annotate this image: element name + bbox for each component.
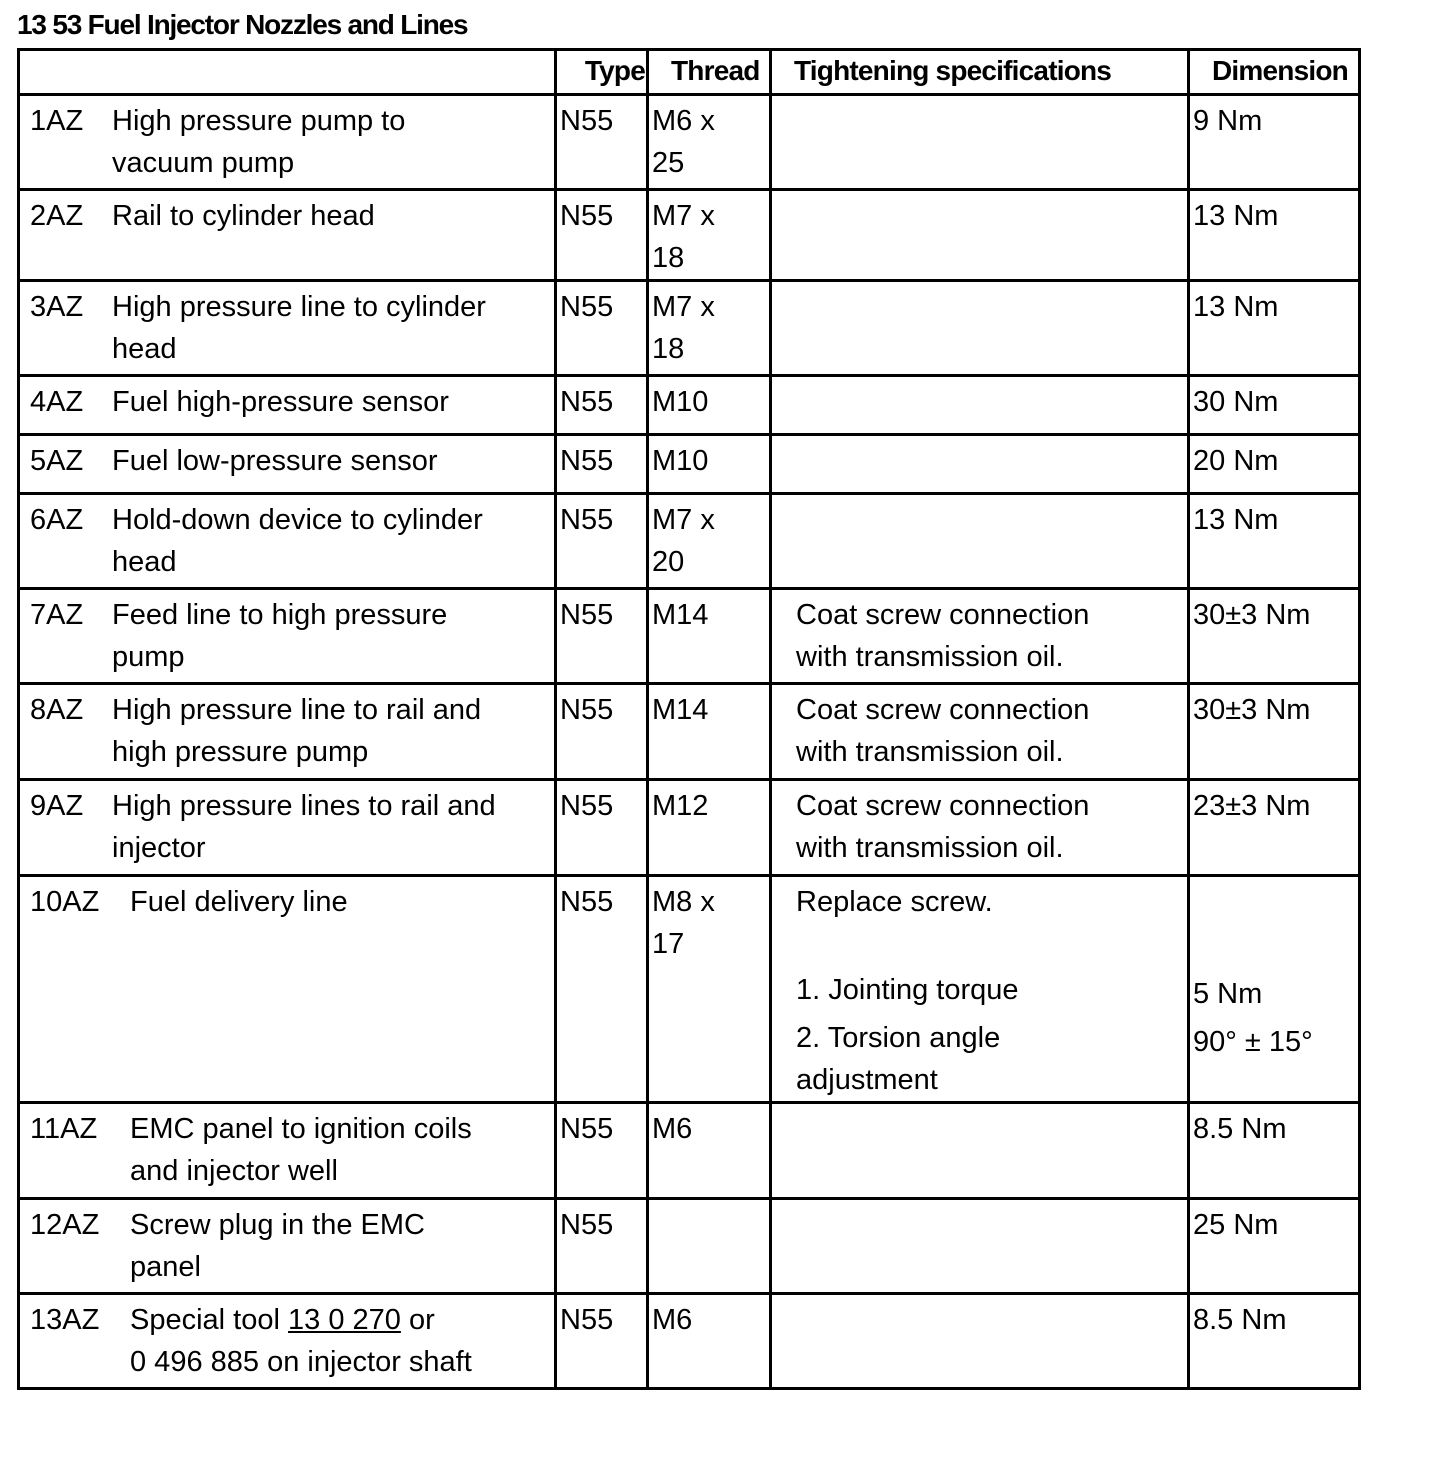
thread-value xyxy=(649,436,769,482)
spacer xyxy=(796,923,1187,969)
dimension-line: 13 Nm xyxy=(1193,200,1279,232)
table-body xyxy=(19,95,1360,1389)
spec-cell xyxy=(771,95,1189,190)
spec-line: Coat screw connection xyxy=(796,694,1090,726)
spec-line: 1. Jointing torque xyxy=(796,974,1019,1006)
type-cell xyxy=(556,190,648,281)
item-cell xyxy=(19,589,556,684)
description-line: Screw plug in the EMC xyxy=(130,1209,425,1241)
type-cell xyxy=(556,1294,648,1389)
thread-cell xyxy=(648,376,771,435)
spec-line: adjustment xyxy=(796,1064,938,1096)
spec-cell xyxy=(771,1199,1189,1294)
table-row xyxy=(19,376,1360,435)
item-number: 10AZ xyxy=(30,886,100,918)
dimension-value xyxy=(1190,1200,1358,1246)
dimension-line: 30±3 Nm xyxy=(1193,694,1311,726)
item-wrap xyxy=(20,1104,554,1192)
dimension-line: 5 Nm xyxy=(1193,978,1263,1010)
item-number: 7AZ xyxy=(30,599,84,631)
thread-value xyxy=(649,877,769,965)
item-wrap xyxy=(20,590,554,678)
type-cell xyxy=(556,435,648,494)
header-dimension: Dimension xyxy=(1189,50,1360,95)
spec-value xyxy=(772,1104,1187,1108)
thread-line: M7 x xyxy=(652,291,715,323)
item-cell xyxy=(19,780,556,876)
type-value: N55 xyxy=(560,105,614,137)
type-cell xyxy=(556,684,648,780)
description-line: Fuel low-pressure sensor xyxy=(112,445,438,477)
item-number: 4AZ xyxy=(30,386,84,418)
thread-cell xyxy=(648,95,771,190)
description-line: head xyxy=(112,333,177,365)
item-wrap xyxy=(20,495,554,583)
type-value: N55 xyxy=(560,790,614,822)
thread-cell xyxy=(648,494,771,589)
thread-line: M7 x xyxy=(652,504,715,536)
spec-line: with transmission oil. xyxy=(796,736,1064,768)
item-number: 3AZ xyxy=(30,291,84,323)
spec-cell xyxy=(771,589,1189,684)
table-row xyxy=(19,1199,1360,1294)
item-wrap xyxy=(20,436,554,482)
description-line: and injector well xyxy=(130,1155,338,1187)
thread-cell xyxy=(648,1294,771,1389)
description-line: Fuel delivery line xyxy=(130,886,348,918)
table-row xyxy=(19,684,1360,780)
item-number: 12AZ xyxy=(30,1209,100,1241)
description-line: panel xyxy=(130,1251,201,1283)
thread-value xyxy=(649,1104,769,1150)
dimension-cell xyxy=(1189,494,1360,589)
dimension-value xyxy=(1190,1104,1358,1150)
spec-cell xyxy=(771,435,1189,494)
type-cell xyxy=(556,281,648,376)
dimension-cell xyxy=(1189,1199,1360,1294)
spec-value xyxy=(772,96,1187,100)
type-value: N55 xyxy=(560,200,614,232)
spec-value xyxy=(772,781,1187,869)
description-line: 0 496 885 on injector shaft xyxy=(130,1346,472,1378)
item-number: 2AZ xyxy=(30,200,84,232)
item-cell xyxy=(19,876,556,1103)
type-cell xyxy=(556,376,648,435)
type-value: N55 xyxy=(560,504,614,536)
item-description xyxy=(112,499,483,583)
item-wrap xyxy=(20,781,554,869)
item-description xyxy=(112,594,447,678)
thread-cell xyxy=(648,281,771,376)
item-description xyxy=(112,381,449,423)
type-cell xyxy=(556,1103,648,1199)
item-cell xyxy=(19,494,556,589)
thread-cell xyxy=(648,589,771,684)
thread-line: 20 xyxy=(652,546,685,578)
thread-line: 25 xyxy=(652,147,685,179)
item-wrap xyxy=(20,1295,554,1383)
description-line: pump xyxy=(112,641,185,673)
description-line: Hold-down device to cylinder xyxy=(112,504,483,536)
item-description xyxy=(130,1108,472,1192)
dimension-value xyxy=(1190,1295,1358,1341)
type-value: N55 xyxy=(560,386,614,418)
dimension-line: 23±3 Nm xyxy=(1193,790,1311,822)
type-value: N55 xyxy=(560,1304,614,1336)
type-cell xyxy=(556,1199,648,1294)
description-line: High pressure pump to xyxy=(112,105,406,137)
item-description xyxy=(130,1204,425,1288)
dimension-value xyxy=(1190,436,1358,482)
item-cell xyxy=(19,435,556,494)
thread-value xyxy=(649,377,769,423)
item-number: 11AZ xyxy=(30,1113,98,1145)
special-tool-link[interactable]: 13 0 270 xyxy=(288,1304,401,1336)
item-number: 6AZ xyxy=(30,504,84,536)
type-value: N55 xyxy=(560,599,614,631)
dimension-line: 20 Nm xyxy=(1193,445,1279,477)
thread-line: M14 xyxy=(652,694,709,726)
dimension-value xyxy=(1190,96,1358,142)
item-cell xyxy=(19,281,556,376)
thread-line: M12 xyxy=(652,790,709,822)
item-cell xyxy=(19,1103,556,1199)
item-description xyxy=(130,881,348,923)
item-wrap xyxy=(20,282,554,370)
spec-cell xyxy=(771,281,1189,376)
description-line: vacuum pump xyxy=(112,147,295,179)
table-row xyxy=(19,1103,1360,1199)
description-line: head xyxy=(112,546,177,578)
thread-value xyxy=(649,96,769,184)
dimension-cell xyxy=(1189,876,1360,1103)
spec-cell xyxy=(771,684,1189,780)
dimension-line: 13 Nm xyxy=(1193,504,1279,536)
type-value: N55 xyxy=(560,1113,614,1145)
dimension-line: 8.5 Nm xyxy=(1193,1113,1287,1145)
thread-value xyxy=(649,1200,769,1204)
description-line: Rail to cylinder head xyxy=(112,200,375,232)
spec-line: with transmission oil. xyxy=(796,832,1064,864)
thread-line: M10 xyxy=(652,386,709,418)
spec-line: Replace screw. xyxy=(796,886,993,918)
thread-line: M8 x xyxy=(652,886,715,918)
dimension-value xyxy=(1190,877,1358,1063)
thread-value xyxy=(649,282,769,370)
spec-line: Coat screw connection xyxy=(796,790,1090,822)
item-description xyxy=(112,689,481,773)
dimension-value xyxy=(1190,685,1358,731)
table-row xyxy=(19,780,1360,876)
type-value: N55 xyxy=(560,445,614,477)
type-cell xyxy=(556,780,648,876)
type-value: N55 xyxy=(560,886,614,918)
spacer xyxy=(1193,927,1358,973)
spec-line: Coat screw connection xyxy=(796,599,1090,631)
thread-cell xyxy=(648,435,771,494)
description-line xyxy=(130,1299,472,1341)
thread-line: M6 xyxy=(652,1304,693,1336)
spec-cell xyxy=(771,190,1189,281)
thread-line: M7 x xyxy=(652,200,715,232)
dimension-line: 8.5 Nm xyxy=(1193,1304,1287,1336)
dimension-line: 30±3 Nm xyxy=(1193,599,1311,631)
table-row xyxy=(19,589,1360,684)
type-cell xyxy=(556,494,648,589)
header-blank xyxy=(19,50,556,95)
dimension-cell xyxy=(1189,281,1360,376)
spec-value xyxy=(772,377,1187,381)
thread-value xyxy=(649,495,769,583)
thread-value xyxy=(649,685,769,731)
description-line: high pressure pump xyxy=(112,736,369,768)
spec-value xyxy=(772,685,1187,773)
description-text: or xyxy=(400,1304,435,1336)
type-value: N55 xyxy=(560,694,614,726)
spec-value xyxy=(772,191,1187,195)
thread-cell xyxy=(648,684,771,780)
description-line: Fuel high-pressure sensor xyxy=(112,386,449,418)
spec-cell xyxy=(771,376,1189,435)
thread-cell xyxy=(648,1199,771,1294)
item-description xyxy=(112,286,486,370)
type-cell xyxy=(556,95,648,190)
thread-cell xyxy=(648,780,771,876)
dimension-line: 30 Nm xyxy=(1193,386,1279,418)
dimension-cell xyxy=(1189,435,1360,494)
thread-line: 18 xyxy=(652,242,685,274)
dimension-cell xyxy=(1189,589,1360,684)
header-type: Type xyxy=(556,50,648,95)
thread-cell xyxy=(648,190,771,281)
spec-value xyxy=(772,1200,1187,1204)
dimension-value xyxy=(1190,781,1358,827)
dimension-value xyxy=(1190,191,1358,237)
spec-value xyxy=(772,1295,1187,1299)
table-row xyxy=(19,435,1360,494)
table-row xyxy=(19,190,1360,281)
table-header-row xyxy=(19,50,1360,95)
dimension-cell xyxy=(1189,1103,1360,1199)
thread-cell xyxy=(648,876,771,1103)
thread-value xyxy=(649,781,769,827)
item-cell xyxy=(19,190,556,281)
type-cell xyxy=(556,876,648,1103)
spec-cell xyxy=(771,1294,1189,1389)
dimension-line: 25 Nm xyxy=(1193,1209,1279,1241)
dimension-value xyxy=(1190,377,1358,423)
thread-line: M6 xyxy=(652,1113,693,1145)
thread-line: 18 xyxy=(652,333,685,365)
thread-value xyxy=(649,590,769,636)
table-row xyxy=(19,95,1360,190)
item-cell xyxy=(19,1294,556,1389)
item-cell xyxy=(19,684,556,780)
description-line: High pressure line to cylinder xyxy=(112,291,486,323)
type-cell xyxy=(556,589,648,684)
spec-value xyxy=(772,282,1187,286)
description-text: Special tool xyxy=(130,1304,288,1336)
table-row xyxy=(19,876,1360,1103)
item-wrap xyxy=(20,191,554,237)
dimension-value xyxy=(1190,282,1358,328)
thread-cell xyxy=(648,1103,771,1199)
spec-cell xyxy=(771,780,1189,876)
item-number: 9AZ xyxy=(30,790,84,822)
thread-line: 17 xyxy=(652,928,685,960)
item-cell xyxy=(19,95,556,190)
description-line: EMC panel to ignition coils xyxy=(130,1113,472,1145)
spec-value xyxy=(772,495,1187,499)
item-description xyxy=(112,785,496,869)
item-description xyxy=(112,440,438,482)
dimension-line: 13 Nm xyxy=(1193,291,1279,323)
spec-cell xyxy=(771,494,1189,589)
description-line: High pressure lines to rail and xyxy=(112,790,496,822)
header-thread: Thread xyxy=(648,50,771,95)
thread-line: M10 xyxy=(652,445,709,477)
dimension-line: 90° ± 15° xyxy=(1193,1026,1313,1058)
dimension-cell xyxy=(1189,376,1360,435)
torque-spec-table xyxy=(17,48,1361,1390)
item-number: 13AZ xyxy=(30,1304,100,1336)
item-wrap xyxy=(20,685,554,773)
dimension-value xyxy=(1190,495,1358,541)
dimension-cell xyxy=(1189,190,1360,281)
dimension-cell xyxy=(1189,780,1360,876)
thread-value xyxy=(649,191,769,279)
spacer xyxy=(1193,881,1358,927)
thread-value xyxy=(649,1295,769,1341)
table-row xyxy=(19,494,1360,589)
dimension-cell xyxy=(1189,95,1360,190)
item-cell xyxy=(19,1199,556,1294)
description-line: Feed line to high pressure xyxy=(112,599,448,631)
page-title: 13 53 Fuel Injector Nozzles and Lines xyxy=(17,9,468,40)
item-number: 8AZ xyxy=(30,694,84,726)
item-wrap xyxy=(20,96,554,184)
spec-cell xyxy=(771,1103,1189,1199)
spec-value xyxy=(772,877,1187,1101)
item-wrap xyxy=(20,377,554,423)
header-tightening-specifications: Tightening specifications xyxy=(771,50,1189,95)
item-number: 5AZ xyxy=(30,445,84,477)
spec-value xyxy=(772,436,1187,440)
item-cell xyxy=(19,376,556,435)
item-wrap xyxy=(20,877,554,923)
spec-value xyxy=(772,590,1187,678)
table-row xyxy=(19,1294,1360,1389)
dimension-cell xyxy=(1189,1294,1360,1389)
type-value: N55 xyxy=(560,291,614,323)
item-description xyxy=(112,100,405,184)
thread-line: M14 xyxy=(652,599,709,631)
spec-line: 2. Torsion angle xyxy=(796,1022,1001,1054)
description-line: High pressure line to rail and xyxy=(112,694,482,726)
dimension-cell xyxy=(1189,684,1360,780)
item-number: 1AZ xyxy=(30,105,84,137)
type-value: N55 xyxy=(560,1209,614,1241)
dimension-value xyxy=(1190,590,1358,636)
item-wrap xyxy=(20,1200,554,1288)
item-description xyxy=(112,195,375,237)
spec-cell xyxy=(771,876,1189,1103)
thread-line: M6 x xyxy=(652,105,715,137)
item-description xyxy=(130,1299,472,1383)
table-row xyxy=(19,281,1360,376)
spec-line: with transmission oil. xyxy=(796,641,1064,673)
description-line: injector xyxy=(112,832,206,864)
dimension-line: 9 Nm xyxy=(1193,105,1263,137)
